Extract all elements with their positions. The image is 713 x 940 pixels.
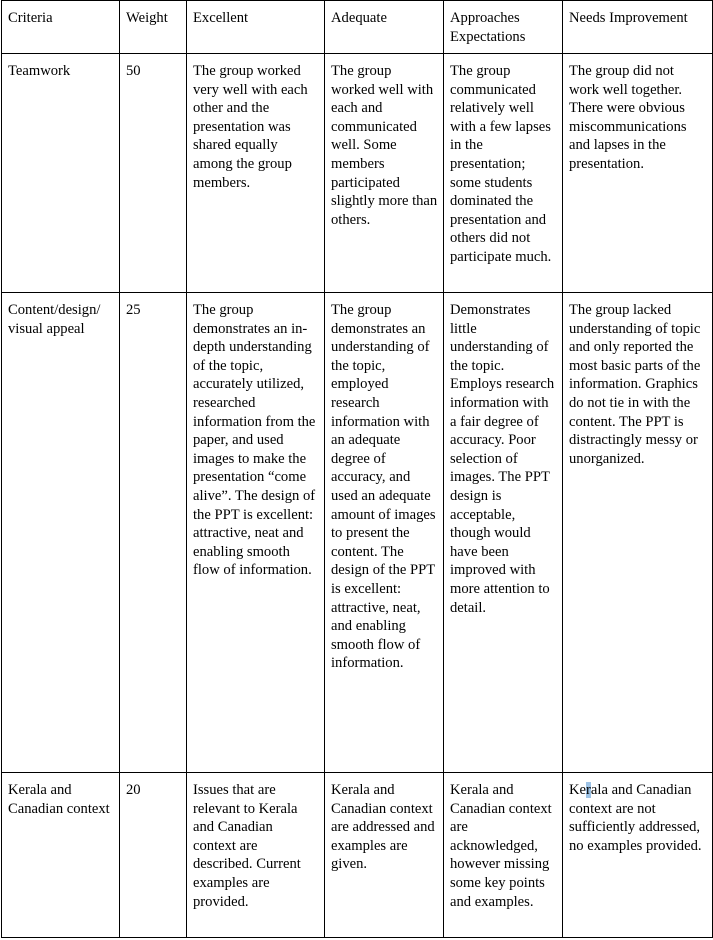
table-row (2, 293, 713, 773)
needs-improvement-cell[interactable] (563, 773, 713, 938)
header-excellent: Excellent (187, 1, 325, 54)
rubric-table (1, 0, 713, 938)
header-criteria: Criteria (2, 1, 120, 54)
cell-text-rest: ala and Canadian context are not sufficiently addressed, no examples provided. (569, 782, 702, 854)
adequate-cell[interactable]: Kerala and Canadian context are addressed and examples are given. (325, 773, 444, 938)
table-row (2, 773, 713, 938)
header-weight: Weight (120, 1, 187, 54)
approaches-cell[interactable]: Kerala and Canadian context are acknowledged, however missing some key points and examples. (444, 773, 563, 938)
criteria-cell[interactable]: Kerala and Canadian context (2, 773, 120, 938)
header-needs-improvement: Needs Improvement (563, 1, 713, 54)
criteria-cell[interactable]: Content/design/ visual appeal (2, 293, 120, 773)
approaches-cell[interactable]: Demonstrates little understanding of the topic. Employs research information with a fair degree of accuracy. Poor selection of images. The PPT design is acceptable, though would have been improved with more attention to detail. (444, 293, 563, 773)
weight-cell[interactable]: 20 (120, 773, 187, 938)
cell-text-start: Ke (569, 782, 587, 798)
needs-improvement-cell[interactable]: The group did not work well together. There were obvious miscommunications and lapses in the presentation. (563, 54, 713, 293)
excellent-cell[interactable]: Issues that are relevant to Kerala and Canadian context are described. Current examples are provided. (187, 773, 325, 938)
excellent-cell[interactable]: The group demonstrates an in-depth understanding of the topic, accurately utilized, researched information from the paper, and used images to make the presentation “come alive”. The design of the PPT is excellent: attractive, neat and enabling smooth flow of information. (187, 293, 325, 773)
table-header-row (2, 1, 713, 54)
weight-cell[interactable]: 50 (120, 54, 187, 293)
adequate-cell[interactable]: The group demonstrates an understanding of the topic, employed research information with an adequate degree of accuracy, and used an adequate amount of images to present the content. The design of the PPT is excellent: attractive, neat, and enabling smooth flow of information. (325, 293, 444, 773)
header-adequate: Adequate (325, 1, 444, 54)
adequate-cell[interactable]: The group worked well with each and communicated well. Some members participated slightly more than others. (325, 54, 444, 293)
excellent-cell[interactable]: The group worked very well with each other and the presentation was shared equally among the group members. (187, 54, 325, 293)
weight-cell[interactable]: 25 (120, 293, 187, 773)
table-row (2, 54, 713, 293)
text-selection-cursor[interactable]: r (586, 782, 591, 798)
criteria-cell[interactable]: Teamwork (2, 54, 120, 293)
approaches-cell[interactable]: The group communicated relatively well with a few lapses in the presentation; some students dominated the presentation and others did not participate much. (444, 54, 563, 293)
needs-improvement-cell[interactable]: The group lacked understanding of topic and only reported the most basic parts of the information. Graphics do not tie in with the content. The PPT is distractingly messy or unorganized. (563, 293, 713, 773)
header-approaches-expectations: Approaches Expectations (444, 1, 563, 54)
